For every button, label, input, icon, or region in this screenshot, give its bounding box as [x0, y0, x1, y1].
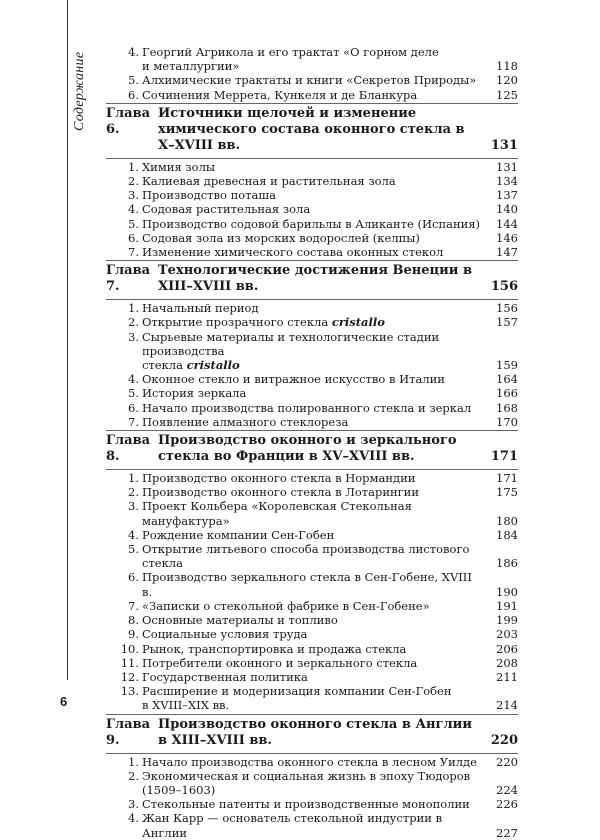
entry-number: 8.	[128, 613, 139, 628]
entry-number: 13.	[120, 684, 139, 699]
entry-number: 3.	[128, 499, 139, 514]
toc-entry	[106, 188, 518, 202]
entry-title-continued: (1509–1603)	[142, 782, 216, 797]
entry-title: Начальный период	[142, 301, 259, 316]
toc-entry	[106, 684, 518, 712]
entry-title: Производство содовой барильлы в Аликанте (Испания)	[142, 216, 481, 231]
sidebar-rule	[67, 0, 68, 680]
entry-title-emphasis: cristallo	[186, 358, 240, 373]
entry-number: 4.	[128, 811, 139, 826]
entry-number: 2.	[128, 315, 139, 330]
chapter-label: Глава 6.	[106, 105, 151, 137]
entry-title: Социальные условия труда	[142, 627, 308, 642]
entry-title: Потребители оконного и зеркального стекла	[142, 655, 418, 670]
entry-title: Производство оконного стекла в Нормандии	[142, 471, 416, 486]
entry-title: Начало производства полированного стекла и зеркал	[142, 400, 472, 415]
entry-number: 6.	[128, 87, 139, 102]
entry-number: 4.	[128, 202, 139, 217]
chapter-rule	[106, 753, 518, 754]
entry-title: Химия золы	[142, 159, 216, 174]
chapter-group	[106, 103, 518, 259]
toc-entry	[106, 599, 518, 613]
page-number: 6	[60, 694, 68, 709]
entry-number: 1.	[128, 159, 139, 174]
chapter-heading	[106, 431, 518, 468]
entry-page: 159	[496, 358, 518, 373]
entry-title: Оконное стекло и витражное искусство в Италии	[142, 372, 445, 387]
toc-entry	[106, 245, 518, 259]
entry-page: 227	[496, 825, 518, 840]
entry-title: Государственная политика	[142, 669, 308, 684]
entry-page: 144	[496, 216, 518, 231]
entry-title: Георгий Агрикола и его трактат «О горном деле	[142, 45, 439, 59]
entry-number: 4.	[128, 372, 139, 387]
entry-page: 220	[496, 754, 518, 769]
entry-title: Проект Кольбера «Королевская Стекольная мануфактура»	[142, 499, 412, 528]
entry-page: 166	[496, 386, 518, 401]
entry-title-continued: в XVIII–XIX вв.	[142, 698, 230, 713]
entry-title: История зеркала	[142, 386, 247, 401]
entry-title: Производство оконного стекла в Лотарингии	[142, 485, 420, 500]
toc-entry	[106, 542, 518, 570]
entry-title: Открытие прозрачного стекла	[142, 315, 329, 330]
entry-page: 199	[496, 613, 518, 628]
entry-page: 186	[496, 556, 518, 571]
entry-page: 147	[496, 245, 518, 260]
entry-page: 175	[496, 485, 518, 500]
entry-number: 3.	[128, 797, 139, 812]
entry-title: Сырьевые материалы и технологические стадии производства	[142, 329, 440, 358]
entry-number: 1.	[128, 754, 139, 769]
entry-title: Калиевая древесная и растительная зола	[142, 174, 396, 189]
toc-entry	[106, 372, 518, 386]
toc-entry	[106, 217, 518, 231]
chapter-heading	[106, 104, 518, 157]
toc-entry	[106, 471, 518, 485]
chapter-label: Глава 7.	[106, 263, 151, 295]
chapter-title: Производство оконного стекла в Англии в XIII–XVIII вв.	[158, 716, 472, 748]
chapter-group	[106, 260, 518, 429]
chapter-label: Глава 8.	[106, 433, 151, 465]
toc-entry	[106, 485, 518, 499]
entry-title: Рынок, транспортировка и продажа стекла	[142, 641, 407, 656]
chapter-group	[106, 714, 518, 840]
entry-number: 2.	[128, 768, 139, 783]
entry-title: Жан Карр — основатель стекольной индустрии в Англии	[142, 811, 443, 840]
toc-entry	[106, 613, 518, 627]
chapter-heading	[106, 715, 518, 752]
toc-entry	[106, 88, 518, 102]
entry-page: 191	[496, 598, 518, 613]
chapter-rule	[106, 299, 518, 300]
entry-page: 134	[496, 174, 518, 189]
entry-title-continued: и металлургии»	[142, 59, 240, 74]
entry-page: 180	[496, 513, 518, 528]
chapter-title: Производство оконного и зеркального стекла во Франции в XV–XVIII вв.	[158, 433, 457, 465]
entry-title: Содовая растительная зола	[142, 202, 311, 217]
entry-page: 226	[496, 797, 518, 812]
entry-number: 12.	[120, 669, 139, 684]
entry-page: 118	[496, 59, 518, 74]
entry-number: 2.	[128, 485, 139, 500]
toc-entry	[106, 415, 518, 429]
entry-title: Основные материалы и топливо	[142, 613, 338, 628]
chapter-page: 131	[490, 137, 518, 153]
entry-title: «Записки о стекольной фабрике в Сен-Гобене»	[142, 598, 430, 613]
entry-number: 6.	[128, 400, 139, 415]
entry-title: Изменение химического состава оконных стекол	[142, 245, 444, 260]
entry-number: 3.	[128, 329, 139, 344]
toc-entry	[106, 570, 518, 598]
entry-number: 7.	[128, 245, 139, 260]
chapter-heading-row	[106, 106, 518, 154]
toc-entry	[106, 202, 518, 216]
toc-entry	[106, 174, 518, 188]
entry-page: 203	[496, 627, 518, 642]
chapter-heading-row	[106, 717, 518, 749]
chapter-group	[106, 430, 518, 712]
entry-title: Алхимические трактаты и книги «Секретов Природы»	[142, 73, 477, 88]
entry-title: Производство зеркального стекла в Сен-Гобене, XVIII в.	[142, 570, 472, 599]
entry-title: Сочинения Меррета, Кункеля и де Бланкура	[142, 87, 418, 102]
entry-title-continued: стекла cristallo	[142, 358, 240, 373]
chapter-page: 156	[490, 279, 518, 295]
entry-title: Расширение и модернизация компании Сен-Гобен	[142, 684, 452, 699]
entry-page: 156	[496, 301, 518, 316]
toc-entry	[106, 769, 518, 797]
chapter-rule	[106, 158, 518, 159]
toc-entry	[106, 73, 518, 87]
chapter-rule	[106, 469, 518, 470]
entry-number: 2.	[128, 174, 139, 189]
entry-page: 164	[496, 372, 518, 387]
entry-page: 190	[496, 584, 518, 599]
entry-number: 5.	[128, 73, 139, 88]
toc-entry	[106, 231, 518, 245]
entry-number: 9.	[128, 627, 139, 642]
entry-title: Стекольные патенты и производственные монополии	[142, 797, 470, 812]
toc-entry	[106, 528, 518, 542]
entry-page: 211	[496, 669, 518, 684]
entry-page: 208	[496, 655, 518, 670]
sidebar-title: Содержание	[72, 52, 87, 132]
entry-number: 5.	[128, 386, 139, 401]
entry-page: 120	[496, 73, 518, 88]
entry-number: 10.	[120, 641, 139, 656]
entry-number: 7.	[128, 414, 139, 429]
entry-number: 1.	[128, 301, 139, 316]
toc-entry	[106, 301, 518, 315]
entry-page: 125	[496, 87, 518, 102]
toc-entry	[106, 642, 518, 656]
entry-number: 11.	[120, 655, 139, 670]
entry-page: 206	[496, 641, 518, 656]
entry-number: 3.	[128, 188, 139, 203]
entry-title: Производство поташа	[142, 188, 276, 203]
toc-entry	[106, 330, 518, 373]
entry-page: 170	[496, 414, 518, 429]
toc-entry	[106, 811, 518, 839]
toc-entry	[106, 627, 518, 641]
entry-page: 224	[496, 782, 518, 797]
entry-number: 4.	[128, 45, 139, 59]
entry-page: 131	[496, 159, 518, 174]
entry-title: Начало производства оконного стекла в лесном Уилде	[142, 754, 477, 769]
entry-page: 137	[496, 188, 518, 203]
entry-number: 1.	[128, 471, 139, 486]
toc-entry	[106, 315, 518, 329]
toc-entry	[106, 670, 518, 684]
toc-entry	[106, 401, 518, 415]
entry-page: 214	[496, 698, 518, 713]
toc-entry	[106, 797, 518, 811]
table-of-contents	[106, 45, 518, 840]
chapter-page: 171	[490, 449, 518, 465]
entry-page: 157	[496, 315, 518, 330]
chapter-heading-row	[106, 263, 518, 295]
entry-number: 5.	[128, 216, 139, 231]
chapter-label: Глава 9.	[106, 716, 151, 748]
entry-title-emphasis: cristallo	[331, 315, 385, 330]
entry-page: 171	[496, 471, 518, 486]
toc-entry	[106, 45, 518, 73]
chapter-page: 220	[490, 732, 518, 748]
entry-page: 146	[496, 230, 518, 245]
toc-entry	[106, 755, 518, 769]
entry-title: Рождение компании Сен-Гобен	[142, 527, 335, 542]
entry-title: Появление алмазного стеклореза	[142, 414, 349, 429]
entry-page: 168	[496, 400, 518, 415]
entry-number: 6.	[128, 230, 139, 245]
entry-number: 7.	[128, 598, 139, 613]
entry-title: Экономическая и социальная жизнь в эпоху Тюдоров	[142, 768, 471, 783]
toc-entry	[106, 656, 518, 670]
entry-title: Открытие литьевого способа производства листового стекла	[142, 542, 470, 571]
chapter-heading-row	[106, 433, 518, 465]
entry-page: 184	[496, 527, 518, 542]
toc-entry	[106, 499, 518, 527]
toc-entry	[106, 160, 518, 174]
chapter-title: Технологические достижения Венеции в XIII–XVIII вв.	[158, 263, 472, 295]
entry-title: Содовая зола из морских водорослей (келпы)	[142, 230, 420, 245]
entry-page: 140	[496, 202, 518, 217]
entry-number: 5.	[128, 542, 139, 557]
entry-number: 6.	[128, 570, 139, 585]
chapter-heading	[106, 261, 518, 298]
entry-number: 4.	[128, 527, 139, 542]
toc-entry	[106, 386, 518, 400]
chapter-title: Источники щелочей и изменение химического состава оконного стекла в X–XVIII вв.	[158, 105, 465, 153]
